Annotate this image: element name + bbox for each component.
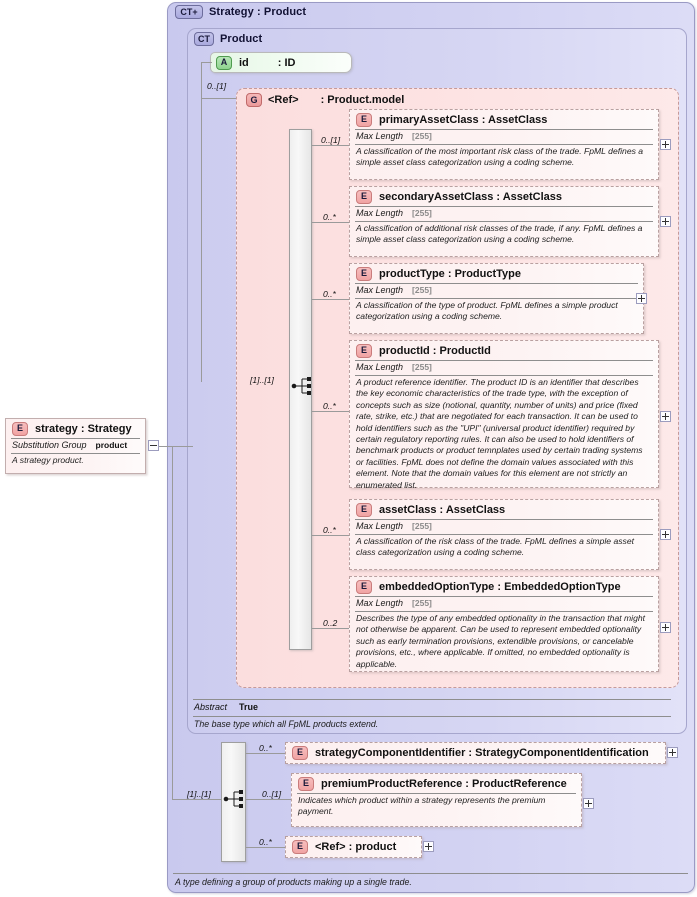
element-assetClass-name: assetClass : AssetClass	[379, 503, 506, 516]
element-productId-doc: A product reference identifier. The product ID is an identifier that describes the key economic characteristics of the trade type, with the exception of concepts such as size (notional, quantity, number of units) and price (fixed rate, strike, etc.) that are negotiated for each transaction. It can be used to hold identifiers such as the "UPI" (universal product identifier) required by certain regulatory reporting rules. It can also be used to hold identifiers of benchmark products or product temnplates used by certain trading systems or facilities. FpML does not define the domain values associated with this element. Note that the domain values for this element are not strictly an enumerated list.	[356, 377, 643, 490]
cardinality-premiumProductReference: 0..[1]	[262, 789, 282, 799]
complex-type-plus-icon[interactable]: CT+	[175, 5, 203, 19]
element-primaryAssetClass-header	[350, 110, 658, 129]
element-strategyComponentIdentifier-name: strategyComponentIdentifier : StrategyComponentIdentification	[315, 746, 649, 759]
element-icon: E	[298, 777, 314, 791]
element-embeddedOptionType[interactable]	[349, 576, 659, 672]
cardinality-strategyComponentIdentifier: 0..*	[259, 743, 272, 753]
collapse-strategy-button[interactable]	[148, 440, 159, 451]
element-premiumProductReference-name: premiumProductReference : ProductReference	[321, 777, 567, 790]
element-assetClass-facet	[350, 520, 658, 534]
element-icon: E	[292, 746, 308, 760]
element-icon: E	[356, 113, 372, 127]
group-icon: G	[246, 93, 262, 107]
element-secondaryAssetClass-header	[350, 187, 658, 206]
cardinality-productId: 0..*	[323, 401, 336, 411]
cardinality-secondaryAssetClass: 0..*	[323, 212, 336, 222]
cardinality-embeddedOptionType: 0..2	[323, 618, 338, 628]
element-secondaryAssetClass-doc: A classification of additional risk classes of the trade, if any. FpML defines a simple asset class categorization using a coding scheme.	[356, 223, 643, 245]
element-assetClass[interactable]	[349, 499, 659, 570]
facet-value: [255]	[412, 208, 432, 218]
strategy-documentation: A type defining a group of products making up a single trade.	[175, 877, 412, 887]
model-group-name: <Ref>	[268, 94, 299, 106]
connector-assetClass	[312, 535, 349, 536]
element-embeddedOptionType-doc: Describes the type of any embedded optionality in the transaction that might not otherwise be apparent. Can be used to represent embedded optionality such as early termination provisions, extendible provisions, or cancelable provisions, etc., where applicable. If omitted, no embedded optionality is applicable.	[356, 613, 646, 669]
connector-embeddedOptionType	[312, 628, 349, 629]
element-strategy-doc: A strategy product.	[12, 455, 84, 465]
element-strategy-header	[6, 419, 145, 438]
connector-secondaryAssetClass	[312, 222, 349, 223]
complex-type-strategy-header	[175, 5, 306, 19]
expand-embeddedOptionType-button[interactable]	[660, 622, 671, 633]
cardinality-primaryAssetClass: 0..[1]	[321, 135, 341, 145]
element-productId-name: productId : ProductId	[379, 344, 491, 357]
element-strategy-name: strategy : Strategy	[35, 422, 132, 435]
expand-premiumProductReference-button[interactable]	[583, 798, 594, 809]
connector-strategy-to-type	[159, 446, 193, 447]
expand-ref-product-button[interactable]	[423, 841, 434, 852]
cardinality-ref-product: 0..*	[259, 837, 272, 847]
facet-value: [255]	[412, 362, 432, 372]
element-strategy-property	[6, 439, 145, 453]
attribute-id-name: id	[239, 56, 249, 69]
connector-strategy-to-type-vertical	[172, 446, 173, 799]
attribute-id-type: : ID	[277, 56, 296, 69]
complex-type-icon[interactable]: CT	[194, 32, 214, 46]
element-icon: E	[356, 267, 372, 281]
cardinality-assetClass: 0..*	[323, 525, 336, 535]
connector-premiumProductReference	[246, 799, 291, 800]
model-group-type: : Product.model	[320, 94, 405, 106]
connector-productType	[312, 299, 349, 300]
element-secondaryAssetClass-name: secondaryAssetClass : AssetClass	[379, 190, 563, 203]
element-assetClass-doc: A classification of the risk class of the trade. FpML defines a simple asset class categorization using a coding scheme.	[356, 536, 634, 558]
facet-name: Max Length	[356, 131, 404, 141]
product-footer-divider-bottom	[193, 716, 671, 717]
element-productType-header	[350, 264, 643, 283]
element-primaryAssetClass-name: primaryAssetClass : AssetClass	[379, 113, 548, 126]
product-property-abstract	[194, 702, 258, 712]
element-embeddedOptionType-facet	[350, 597, 658, 611]
cardinality-productType: 0..*	[323, 289, 336, 299]
facet-name: Max Length	[356, 208, 404, 218]
element-secondaryAssetClass[interactable]	[349, 186, 659, 257]
expand-primaryAssetClass-button[interactable]	[660, 139, 671, 150]
cardinality-strategy-sequence: [1]..[1]	[187, 789, 211, 799]
element-ref-product-header	[286, 837, 421, 856]
element-strategyComponentIdentifier[interactable]	[285, 742, 666, 764]
element-embeddedOptionType-header	[350, 577, 658, 596]
facet-name: Max Length	[356, 598, 404, 608]
element-icon: E	[356, 190, 372, 204]
connector-productId	[312, 411, 349, 412]
element-strategy-property-value: product	[95, 440, 128, 450]
complex-type-product-title: Product	[220, 33, 263, 45]
strategy-footer-divider	[173, 873, 688, 874]
element-premiumProductReference-doc: Indicates which product within a strategy represents the premium payment.	[298, 795, 546, 817]
element-icon: E	[356, 580, 372, 594]
element-premiumProductReference-header	[292, 774, 581, 793]
product-documentation: The base type which all FpML products extend.	[194, 719, 379, 729]
element-icon: E	[12, 422, 28, 436]
product-footer-divider-top	[193, 699, 671, 700]
element-productType-doc: A classification of the type of product. FpML defines a simple product categorization using a coding scheme.	[356, 300, 618, 322]
attribute-connector-vertical	[201, 62, 202, 382]
element-icon: E	[356, 503, 372, 517]
model-group-header[interactable]	[239, 90, 404, 107]
cardinality-product-sequence: [1]..[1]	[250, 375, 274, 385]
element-productId-header	[350, 341, 658, 360]
facet-value: [255]	[412, 598, 432, 608]
complex-type-product-header	[194, 32, 262, 46]
element-productType-name: productType : ProductType	[379, 267, 521, 280]
element-embeddedOptionType-name: embeddedOptionType : EmbeddedOptionType	[379, 580, 621, 593]
product-property-name: Abstract	[194, 702, 228, 712]
facet-name: Max Length	[356, 285, 404, 295]
element-primaryAssetClass-facet	[350, 130, 658, 144]
connector-strategy-sequence-in	[172, 799, 222, 800]
element-productType-facet	[350, 284, 643, 298]
element-productId-facet	[350, 361, 658, 375]
element-primaryAssetClass-doc: A classification of the most important risk class of the trade. FpML defines a simple asset class categorization using a coding scheme.	[356, 146, 644, 168]
sequence-icon-strategy	[223, 789, 245, 809]
element-ref-product[interactable]	[285, 836, 422, 858]
element-premiumProductReference[interactable]	[291, 773, 582, 827]
facet-value: [255]	[412, 521, 432, 531]
element-productType[interactable]	[349, 263, 644, 334]
expand-assetClass-button[interactable]	[660, 529, 671, 540]
attribute-icon: A	[216, 56, 232, 70]
element-strategy-property-name: Substitution Group	[12, 440, 87, 450]
attribute-id[interactable]	[210, 52, 352, 73]
facet-name: Max Length	[356, 362, 404, 372]
connector-strategyComponentIdentifier	[246, 753, 285, 754]
complex-type-strategy-title: Strategy : Product	[209, 6, 307, 18]
expand-productId-button[interactable]	[660, 411, 671, 422]
product-property-value: True	[239, 702, 259, 712]
connector-ref-product	[246, 847, 285, 848]
element-strategy[interactable]	[5, 418, 146, 474]
connector-primaryAssetClass	[312, 145, 349, 146]
expand-productType-button[interactable]	[636, 293, 647, 304]
expand-secondaryAssetClass-button[interactable]	[660, 216, 671, 227]
element-strategyComponentIdentifier-header	[286, 743, 665, 762]
element-secondaryAssetClass-facet	[350, 207, 658, 221]
element-icon: E	[292, 840, 308, 854]
attribute-connector-horizontal	[201, 62, 212, 63]
facet-value: [255]	[412, 131, 432, 141]
facet-name: Max Length	[356, 521, 404, 531]
element-icon: E	[356, 344, 372, 358]
element-productId[interactable]	[349, 340, 659, 488]
cardinality-attribute-id: 0..[1]	[207, 81, 227, 91]
element-assetClass-header	[350, 500, 658, 519]
facet-value: [255]	[412, 285, 432, 295]
expand-strategyComponentIdentifier-button[interactable]	[667, 747, 678, 758]
element-ref-product-name: <Ref> : product	[315, 840, 397, 853]
element-primaryAssetClass[interactable]	[349, 109, 659, 180]
sequence-icon-product	[291, 376, 313, 396]
